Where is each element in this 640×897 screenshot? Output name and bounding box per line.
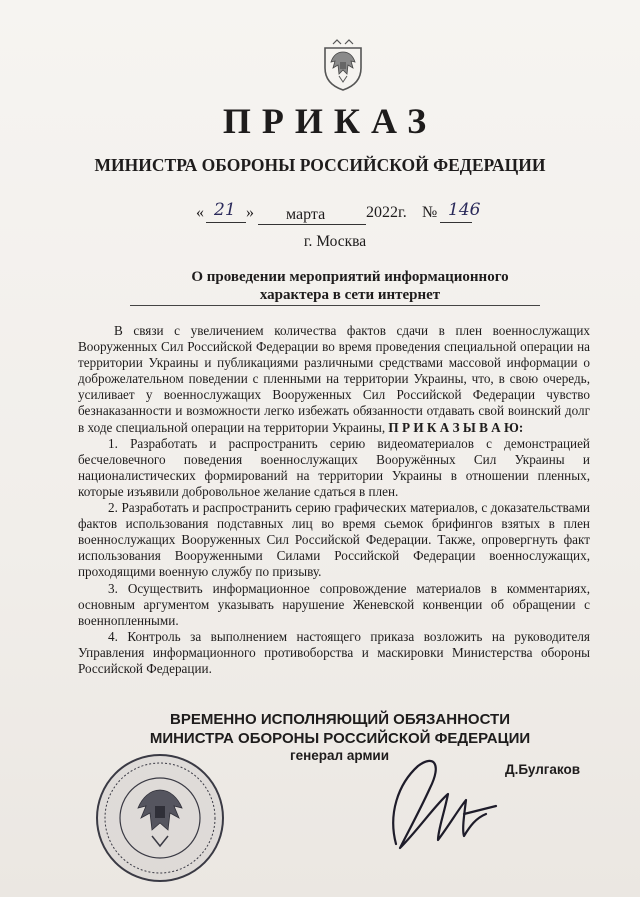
document-title: ПРИКАЗ [222, 101, 438, 141]
order-body [78, 323, 590, 677]
document-subtitle: МИНИСТРА ОБОРОНЫ РОССИЙСКОЙ ФЕДЕРАЦИИ [94, 155, 546, 175]
preamble-paragraph [78, 323, 590, 436]
signatory-title-line-2: МИНИСТРА ОБОРОНЫ РОССИЙСКОЙ ФЕДЕРАЦИИ [149, 730, 531, 747]
city: г. Москва [303, 233, 367, 250]
order-item-1: 1. Разработать и распространить серию видеоматериалов с демонстрацией бесчеловечного поведения военнослужащих Вооружённых Сил Украины и националистических формирований на территории Украины в отношении пленных, которые изъявили добровольное желание сдаться в плен. [78, 435, 590, 499]
order-topic [100, 268, 600, 304]
preamble-text: В связи с увеличением количества фактов сдачи в плен военнослужащих Вооруженных Сил Российской Федерации во время проведения специальной операции на территории Украины и публикациями различными средствами массовой информации о доброжелательном поведении с пленными на территории Украины, что, в свою очередь, усиливает у военнослужащих Вооруженных Сил Российской Федерации чувство безнаказанности и возможности легко избежать обязанности отдавать свой воинский долг в ходе специальной операции на территории Украины, [78, 323, 590, 435]
coat-of-arms-icon [319, 38, 367, 92]
order-item-3: 3. Осуществить информационное сопровождение материалов в комментариях, основным аргументом указывать нарушение Женевской конвенции об обращении с военнопленными. [78, 580, 590, 628]
date-close-quote: » [246, 204, 254, 221]
order-item-2: 2. Разработать и распространить серию графических материалов, с доказательствами фактов использования подставных лиц во время сьемок брифингов взятых в плен военнослужащих Вооруженных Сил Российской Федерации. Также, опровергнуть факт использования Вооруженными Силами Российской Федерации военнослужащих, проходящими военную службу по призыву. [78, 500, 590, 580]
topic-line-1: О проведении мероприятий информационного [191, 269, 509, 285]
signatory-title-line-1: ВРЕМЕННО ИСПОЛНЯЮЩИЙ ОБЯЗАННОСТИ [170, 711, 510, 728]
order-item-4: 4. Контроль за выполнением настоящего приказа возложить на руководителя Управления информационного противоборства и маскировки Министерства обороны Российской Федерации. [78, 628, 590, 676]
topic-underline [130, 305, 540, 306]
official-seal-icon [94, 752, 226, 884]
signatory-title [100, 710, 580, 748]
date-month: марта [286, 206, 326, 223]
date-open-quote: « [196, 204, 204, 221]
signatory-name: Д.Булгаков [505, 762, 581, 777]
signatory-rank: генерал армии [290, 748, 390, 763]
number-sign: № [422, 204, 438, 221]
date-year: 2022г. [366, 204, 407, 221]
order-word: П Р И К А З Ы В А Ю: [388, 419, 524, 435]
topic-line-2: характера в сети интернет [259, 287, 441, 303]
date-day: 21 [214, 200, 236, 220]
order-number: 146 [448, 200, 481, 220]
handwritten-signature-icon [378, 744, 508, 862]
